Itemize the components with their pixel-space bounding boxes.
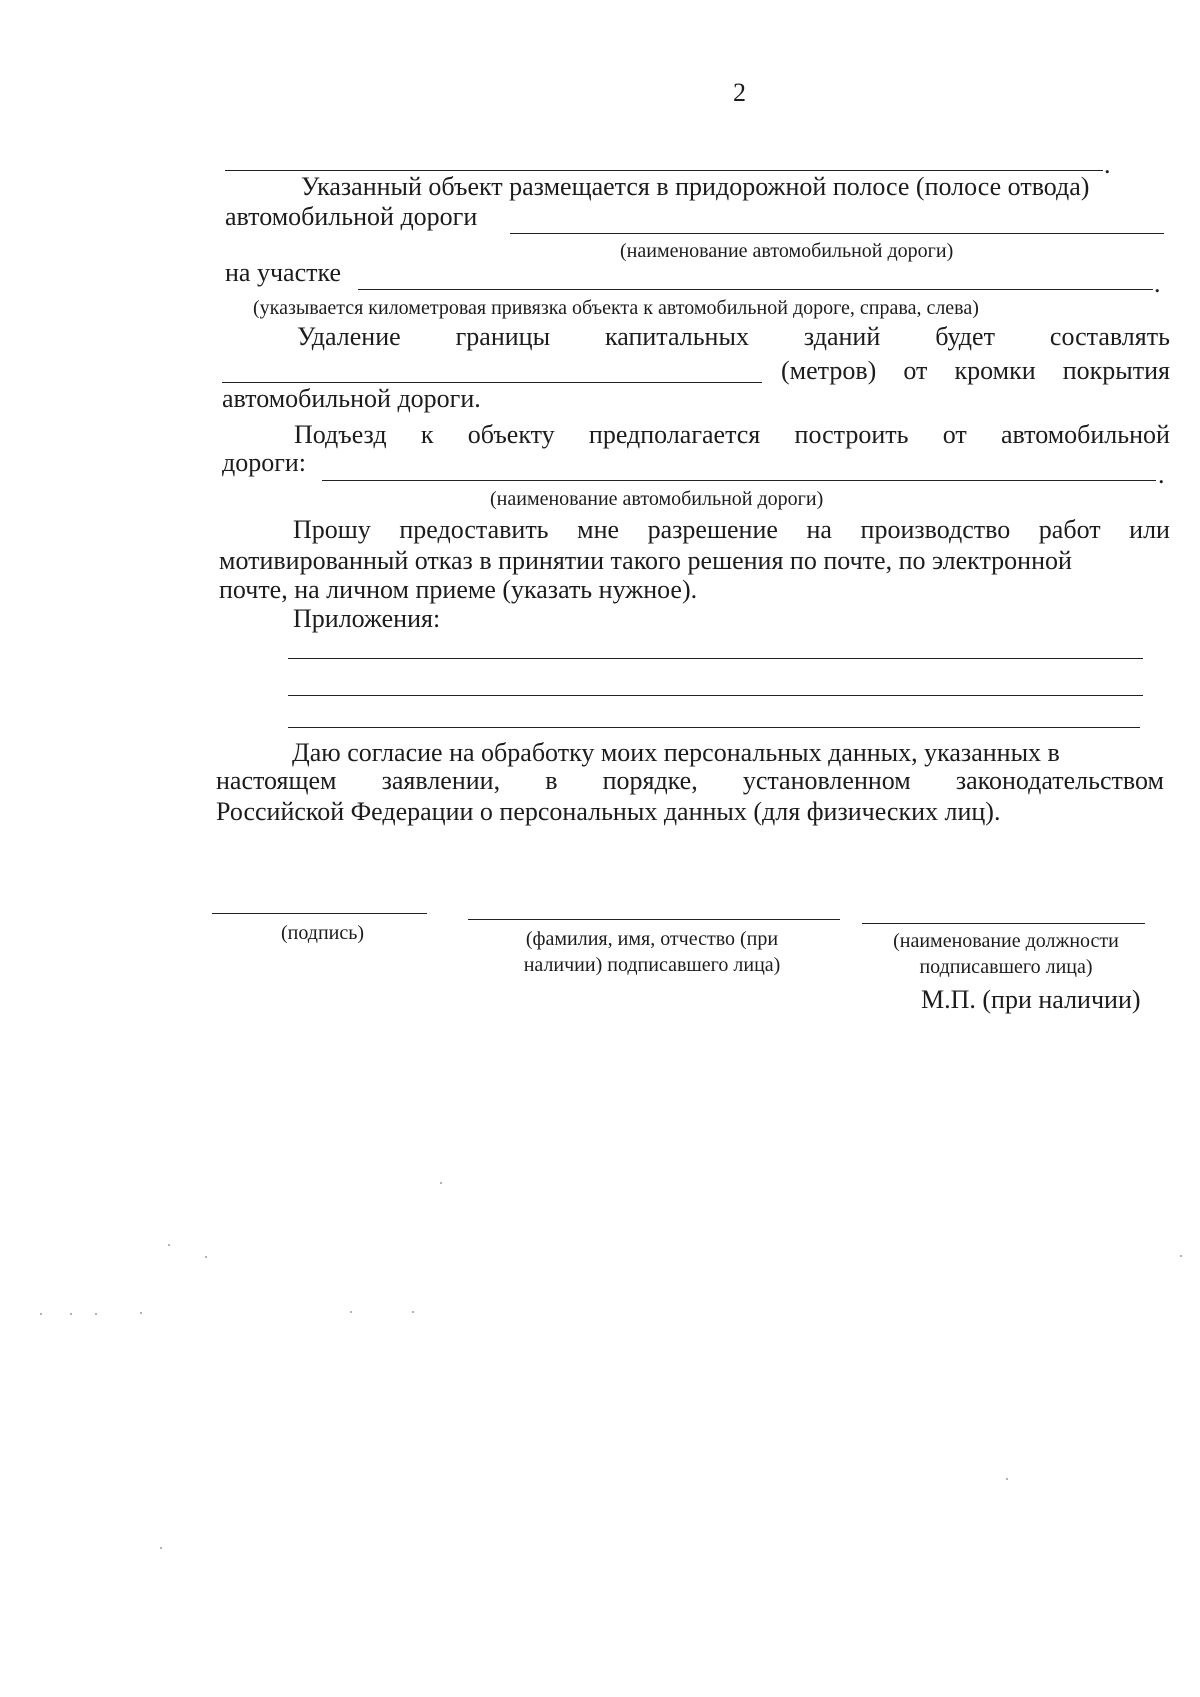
- word: работ: [1038, 515, 1101, 544]
- word: предполагается: [588, 420, 761, 449]
- word: границы: [455, 322, 551, 351]
- consent-line1: Даю согласие на обработку моих персональных данных, указанных в: [292, 738, 1060, 767]
- word: Прошу: [293, 515, 371, 544]
- scan-speck: [140, 1312, 142, 1314]
- page-number: 2: [733, 78, 746, 107]
- word: Удаление: [297, 322, 401, 351]
- scan-speck: [205, 1256, 207, 1258]
- para4-line3: почте, на личном приеме (указать нужное).: [219, 575, 698, 604]
- scan-speck: [168, 1244, 170, 1246]
- scan-speck: [40, 1313, 42, 1315]
- scan-speck: [95, 1313, 97, 1315]
- word: зданий: [803, 322, 881, 351]
- word: настоящем: [216, 766, 337, 795]
- access-road-blank-line: [322, 480, 1156, 481]
- word: Подъезд: [294, 420, 387, 449]
- para1-section-label: на участке: [225, 258, 341, 287]
- line-end-period: .: [1158, 460, 1165, 489]
- scan-speck: [1006, 1478, 1008, 1480]
- word: кромки: [954, 356, 1036, 385]
- scan-speck: [70, 1313, 72, 1315]
- word: установленном: [742, 766, 911, 795]
- line-end-period: .: [1154, 269, 1161, 298]
- name-caption-line2: наличии) подписавшего лица): [523, 954, 781, 976]
- word: составлять: [1049, 322, 1170, 351]
- word: заявлении,: [381, 766, 501, 795]
- para2-line1: [297, 322, 1170, 352]
- signature-caption: (подпись): [281, 922, 365, 944]
- position-caption-line1: (наименование должности: [893, 930, 1119, 952]
- scan-speck: [1180, 1255, 1182, 1257]
- para4-line2: мотивированный отказ в принятии такого решения по почте, по электронной: [219, 546, 1072, 575]
- word: построить: [794, 420, 909, 449]
- word: от: [942, 420, 967, 449]
- attachments-label: Приложения:: [293, 604, 441, 633]
- stamp-note: М.П. (при наличии): [921, 985, 1141, 1014]
- word: порядке,: [602, 766, 698, 795]
- word: или: [1129, 515, 1170, 544]
- scan-speck: [440, 1182, 442, 1184]
- attachment-line-2: [288, 695, 1143, 696]
- word: законодательством: [955, 766, 1164, 795]
- para2-line3: автомобильной дороги.: [222, 384, 481, 413]
- word: в: [545, 766, 558, 795]
- section-blank-line: [358, 289, 1153, 290]
- word: на: [806, 515, 832, 544]
- distance-blank-line: [222, 382, 762, 383]
- para3-road-label: дороги:: [222, 448, 307, 477]
- word: от: [903, 356, 928, 385]
- blank-line-continuation: [225, 170, 1103, 171]
- name-caption-line1: (фамилия, имя, отчество (при: [525, 928, 779, 950]
- consent-line3: Российской Федерации о персональных данных (для физических лиц).: [216, 797, 1001, 826]
- scan-speck: [350, 1311, 352, 1313]
- word: мне: [577, 515, 620, 544]
- name-caption: [466, 928, 838, 976]
- consent-line2: [216, 766, 1164, 796]
- name-line: [468, 919, 840, 920]
- word: (метров): [781, 356, 877, 385]
- signature-line: [212, 913, 427, 914]
- word: производство: [860, 515, 1011, 544]
- word: капитальных: [605, 322, 749, 351]
- scan-speck: [160, 1547, 162, 1549]
- line-end-period: .: [1104, 150, 1111, 179]
- word: объекту: [467, 420, 555, 449]
- attachment-line-3: [288, 727, 1140, 728]
- attachment-line-1: [288, 658, 1143, 659]
- para1-line1: Указанный объект размещается в придорожной полосе (полосе отвода): [301, 172, 1090, 201]
- word: разрешение: [647, 515, 778, 544]
- para4-line1: [293, 515, 1170, 545]
- position-caption: [856, 930, 1156, 978]
- road-name-blank-line: [510, 233, 1164, 234]
- caption-km-reference: (указывается километровая привязка объекта к автомобильной дороге, справа, слева): [253, 297, 979, 319]
- para1-road-label: автомобильной дороги: [225, 202, 478, 231]
- word: автомобильной: [1001, 420, 1170, 449]
- position-caption-line2: подписавшего лица): [919, 956, 1093, 978]
- word: покрытия: [1062, 356, 1170, 385]
- caption-road-name: (наименование автомобильной дороги): [490, 488, 824, 510]
- word: предоставить: [399, 515, 549, 544]
- para3-line1: [294, 420, 1170, 450]
- position-line: [862, 923, 1145, 924]
- word: будет: [935, 322, 995, 351]
- para2-line2: [781, 356, 1170, 386]
- caption-road-name: (наименование автомобильной дороги): [620, 240, 954, 262]
- scan-speck: [412, 1311, 414, 1313]
- word: к: [420, 420, 434, 449]
